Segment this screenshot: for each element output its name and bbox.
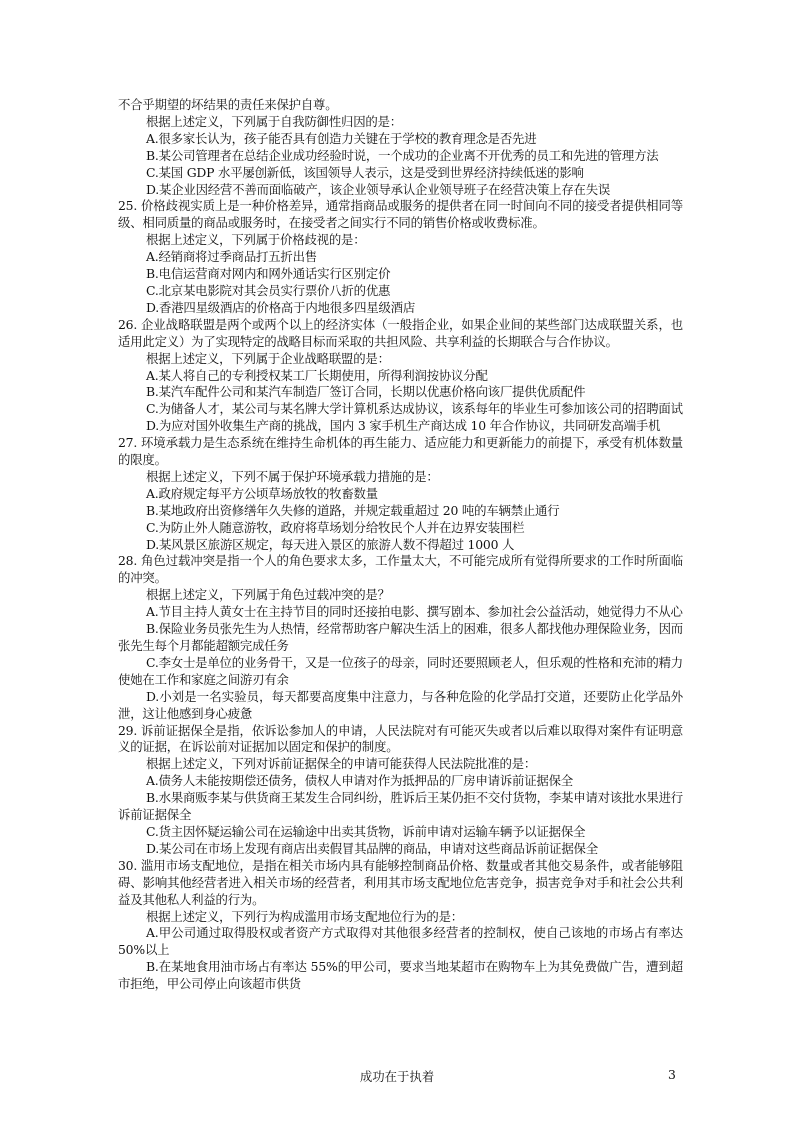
page-number: 3 bbox=[668, 1067, 676, 1082]
answer-option: B.某公司管理者在总结企业成功经验时说，一个成功的企业离不开优秀的员工和先进的管理方法 bbox=[146, 147, 659, 163]
answer-option: A.节目主持人黄女士在主持节目的同时还接拍电影、撰写剧本、参加社会公益活动，她觉得力不从心 bbox=[146, 604, 683, 620]
answer-option: B.保险业务员张先生为人热情，经常帮助客户解决生活上的困难，很多人都找他办理保险业务，因而张先生每个月都能超额完成任务 bbox=[118, 621, 683, 653]
answer-option: D.香港四星级酒店的价格高于内地很多四星级酒店 bbox=[146, 299, 416, 315]
answer-option: B.在某地食用油市场占有率达 55%的甲公司，要求当地某超市在购物车上为其免费做广告，遭到超市拒绝，甲公司停止向该超市供货 bbox=[118, 959, 683, 992]
answer-option: D.某企业因经营不善而面临破产，该企业领导承认企业领导班子在经营决策上存在失误 bbox=[146, 181, 611, 197]
answer-option: A.某人将自己的专利授权某工厂长期使用，所得利润按协议分配 bbox=[146, 367, 488, 383]
question-prompt: 根据上述定义，下列属于企业战略联盟的是： bbox=[146, 350, 390, 366]
question-paragraph: 25. 价格歧视实质上是一种价格差异，通常指商品或服务的提供者在同一时间向不同的接受者提供相同等级、相同质量的商品或服务时，在接受者之间实行不同的销售价格或收费标准。 bbox=[118, 198, 683, 231]
answer-option: B.某地政府出资修缮年久失修的道路，并规定载重超过 20 吨的车辆禁止通行 bbox=[146, 502, 560, 518]
answer-option: A.很多家长认为，孩子能否具有创造力关键在于学校的教育理念是否先进 bbox=[146, 130, 537, 146]
answer-option: B.水果商贩李某与供货商王某发生合同纠纷，胜诉后王某仍拒不交付货物，李某申请对该批水果进行诉前证据保全 bbox=[118, 790, 683, 823]
document-body bbox=[118, 97, 683, 993]
answer-option: C.北京某电影院对其会员实行票价八折的优惠 bbox=[146, 282, 391, 298]
answer-option: C.为储备人才，某公司与某名牌大学计算机系达成协议，该系每年的毕业生可参加该公司的招聘面试 bbox=[146, 401, 683, 417]
question-prompt: 根据上述定义，下列属于角色过载冲突的是？ bbox=[146, 587, 390, 603]
answer-option: C.货主因怀疑运输公司在运输途中出卖其货物，诉前申请对运输车辆予以证据保全 bbox=[146, 823, 586, 839]
question-prompt: 根据上述定义，下列行为构成滥用市场支配地位行为的是： bbox=[146, 908, 463, 924]
question-prompt: 根据上述定义，下列对诉前证据保全的申请可能获得人民法院批准的是： bbox=[146, 756, 537, 772]
answer-option: C.为防止外人随意游牧，政府将草场划分给牧民个人并在边界安装围栏 bbox=[146, 519, 525, 535]
answer-option: B.某汽车配件公司和某汽车制造厂签订合同，长期以优惠价格向该厂提供优质配件 bbox=[146, 384, 586, 400]
question-prompt: 根据上述定义，下列属于价格歧视的是： bbox=[146, 232, 366, 248]
answer-option: A.债务人未能按期偿还债务，债权人申请对作为抵押品的厂房申请诉前证据保全 bbox=[146, 773, 573, 789]
answer-option: A.甲公司通过取得股权或者资产方式取得对其他很多经营者的控制权，使自己该地的市场占有率达 50%以上 bbox=[118, 925, 683, 958]
question-paragraph: 30. 滥用市场支配地位，是指在相关市场内具有能够控制商品价格、数量或者其他交易条件，或者能够阻碍、影响其他经营者进入相关市场的经营者，利用其市场支配地位危害竞争，损害竞争对手和社会公共利益及其他私人利益的行为。 bbox=[118, 857, 683, 907]
answer-option: B.电信运营商对网内和网外通话实行区别定价 bbox=[146, 266, 391, 282]
answer-option: A.政府规定每平方公顷草场放牧的牧畜数量 bbox=[146, 485, 378, 501]
answer-option: A.经销商将过季商品打五折出售 bbox=[146, 249, 317, 265]
answer-option: D.某公司在市场上发现有商店出卖假冒其品牌的商品，申请对这些商品诉前证据保全 bbox=[146, 840, 598, 856]
question-paragraph: 29. 诉前证据保全是指，依诉讼参加人的申请，人民法院对有可能灭失或者以后难以取得对案件有证明意义的证据，在诉讼前对证据加以固定和保护的制度。 bbox=[118, 722, 683, 755]
question-prompt: 根据上述定义，下列不属于保护环境承载力措施的是： bbox=[146, 468, 439, 484]
answer-option: C.某国 GDP 水平屡创新低，该国领导人表示，这是受到世界经济持续低迷的影响 bbox=[146, 164, 584, 180]
question-prompt: 根据上述定义，下列属于自我防御性归因的是： bbox=[146, 113, 403, 129]
answer-option: D.为应对国外收集生产商的挑战，国内 3 家手机生产商达成 10 年合作协议，共同研发高端手机 bbox=[146, 418, 661, 434]
question-paragraph: 26. 企业战略联盟是两个或两个以上的经济实体（一般指企业，如果企业间的某些部门达成联盟关系，也适用此定义）为了实现特定的战略目标而采取的共担风险、共享利益的长期联合与合作协议。 bbox=[118, 316, 683, 349]
question-paragraph: 不合乎期望的坏结果的责任来保护自尊。 bbox=[118, 97, 338, 112]
answer-option: C.李女士是单位的业务骨干，又是一位孩子的母亲，同时还要照顾老人，但乐观的性格和充沛的精力使她在工作和家庭之间游刃有余 bbox=[118, 654, 683, 687]
question-paragraph: 28. 角色过载冲突是指一个人的角色要求太多，工作量太大，不可能完成所有觉得所要求的工作时所面临的冲突。 bbox=[118, 553, 683, 586]
question-paragraph: 27. 环境承载力是生态系统在维持生命机体的再生能力、适应能力和更新能力的前提下，承受有机体数量的限度。 bbox=[118, 435, 683, 468]
answer-option: D.小刘是一名实验员，每天都要高度集中注意力，与各种危险的化学品打交道，还要防止化学品外泄，这让他感到身心疲惫 bbox=[118, 688, 683, 721]
answer-option: D.某风景区旅游区规定，每天进入景区的旅游人数不得超过 1000 人 bbox=[146, 536, 515, 552]
page-footer: 成功在于执着 bbox=[359, 1069, 435, 1084]
